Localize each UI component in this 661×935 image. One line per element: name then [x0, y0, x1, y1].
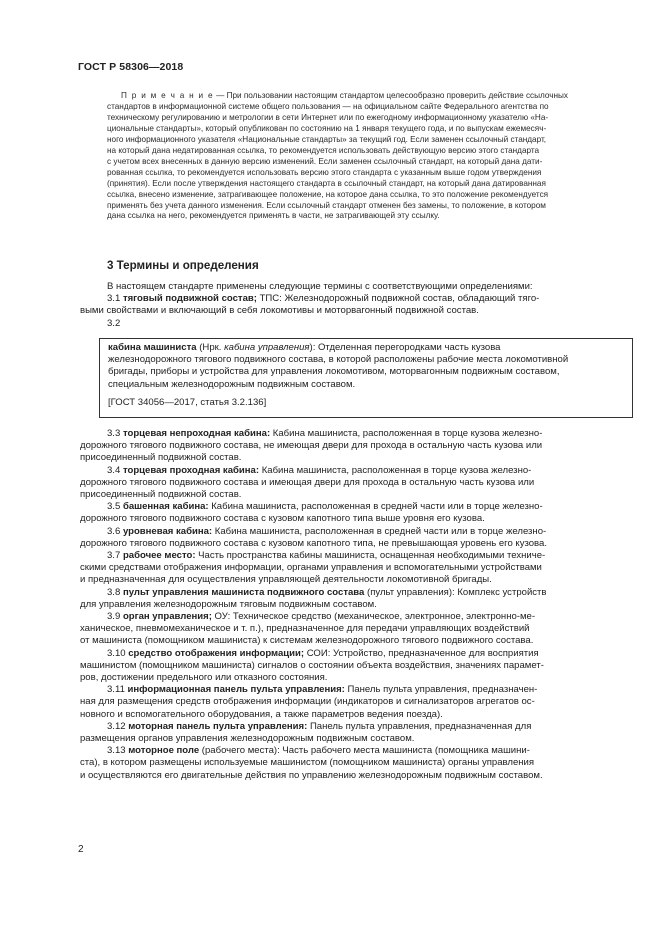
term-continuation: новного и вспомогательного оборудования, а также параметров ведения поезда).	[80, 708, 443, 720]
term-entry	[107, 465, 595, 477]
term-continuation: скими средствами отображения информации, органами управления и вспомогательными устройствами	[80, 562, 542, 574]
term-name: торцевая проходная кабина:	[122, 464, 260, 476]
note-line: ссылка, внесено изменение, затрагивающее положение, на которое дана ссылка, то это положение рекомендуется	[107, 189, 549, 199]
note-line: ного информационного указателя «Национальные стандарты» за текущий год. Если заменен ссылочный стандарт,	[107, 134, 547, 144]
term-name: тяговый подвижной состав;	[122, 293, 257, 305]
term-continuation: ров, достижении предельного или отказного состояния.	[80, 672, 328, 684]
page-number: 2	[78, 844, 84, 855]
box-line: железнодорожного тягового подвижного состава, в которой расположены рабочие места локомотивной	[108, 354, 569, 366]
term-number: 3.1	[107, 293, 123, 305]
box-term: кабина машиниста	[108, 342, 197, 353]
term-3-2-number: 3.2	[107, 317, 121, 329]
term-continuation: для управления железнодорожным тяговым подвижным составом.	[80, 598, 377, 610]
term-continuation: и предназначенная для осуществления управляющей деятельности локомотивной бригады.	[80, 574, 492, 586]
note-line: стандартов в информационной системе общего пользования — на официальном сайте Федерального агентства по	[107, 101, 549, 111]
term-entry	[107, 501, 595, 513]
term-name: пульт управления машиниста подвижного состава	[122, 586, 365, 598]
term-entry	[107, 611, 595, 623]
term-continuation: размещения органов управления железнодорожным подвижным составом.	[80, 733, 415, 745]
term-definition: (пульт управления): Комплекс устройств	[364, 586, 547, 598]
box-abbr: кабина управления	[224, 342, 310, 353]
box-line	[108, 342, 626, 354]
section-intro-block	[80, 281, 595, 330]
term-number: 3.9	[107, 611, 123, 623]
term-number: 3.8	[107, 586, 123, 598]
terms-list	[80, 428, 595, 782]
note-line: техническому регулированию и метрологии в сети Интернет или по ежегодному информационному указателю «На-	[107, 112, 549, 122]
term-entry	[107, 526, 595, 538]
definition-box	[99, 338, 633, 418]
section-title: 3 Термины и определения	[107, 259, 259, 272]
note-line: дана ссылка на него, рекомендуется применять в части, не затрагивающей эту ссылку.	[107, 211, 440, 221]
term-entry	[107, 684, 595, 696]
note-line: применять без учета данного изменения. Если ссылочный стандарт отменен без замены, то положение, в котором	[107, 200, 546, 210]
term-entry	[107, 587, 595, 599]
term-definition: Кабина машиниста, расположенная в средней части или в торце железно-	[212, 525, 547, 537]
term-continuation: от машиниста (помощником машиниста) к системам железнодорожного тягового подвижного состава.	[80, 635, 534, 647]
term-name: информационная панель пульта управления:	[127, 684, 345, 696]
term-definition: Часть пространства кабины машиниста, оснащенная необходимыми техниче-	[195, 550, 546, 562]
term-definition: Панель пульта управления, предназначенная для	[307, 720, 532, 732]
term-entry	[107, 550, 595, 562]
term-3-1	[107, 293, 595, 305]
term-number: 3.7	[107, 550, 123, 562]
term-continuation: присоединенный подвижной состав.	[80, 452, 242, 464]
term-definition: Кабина машиниста, расположенная в средней части или в торце железно-	[208, 501, 543, 513]
term-entry	[107, 745, 595, 757]
term-number: 3.13	[107, 745, 129, 757]
term-number: 3.3	[107, 428, 123, 439]
note-line: с учетом всех внесенных в данную версию изменений. Если заменен ссылочный стандарт, на который дана дати-	[107, 156, 543, 166]
term-definition: (рабочего места): Часть рабочего места машиниста (помощника машини-	[199, 745, 530, 757]
term-continuation: ханическое, пневмомеханическое и т. п.), предназначенное для передачи управляющих воздействий	[80, 623, 530, 635]
box-line: специальным железнодорожным подвижным составом.	[108, 378, 356, 390]
term-definition: Кабина машиниста, расположенная в торце кузова железно-	[259, 464, 532, 476]
term-name: рабочее место:	[122, 550, 196, 562]
note-label: П р и м е ч а н и е	[121, 91, 214, 100]
term-name: моторное поле	[128, 745, 200, 757]
term-definition: Панель пульта управления, предназначен-	[344, 684, 538, 696]
term-number: 3.10	[107, 647, 129, 659]
note-block	[107, 91, 594, 222]
section-intro: В настоящем стандарте применены следующие термины с соответствующими определениями:	[107, 281, 533, 292]
term-continuation: ная для размещения средств отображения информации (индикаторов и сигнализаторов агрегатов ос-	[80, 696, 535, 708]
term-number: 3.11	[107, 684, 128, 696]
note-line: на который дана недатированная ссылка, то рекомендуется использовать действующую версию этого стандарта	[107, 145, 540, 155]
term-name: орган управления;	[122, 611, 212, 623]
box-line: бригады, приборы и устройства для управления локомотивом, моторвагонным подвижным составом,	[108, 366, 560, 378]
term-number: 3.6	[107, 525, 123, 537]
term-definition: ОУ: Техническое средство (механическое, электронное, электронно-ме-	[211, 611, 536, 623]
term-definition: СОИ: Устройство, предназначенное для восприятия	[304, 647, 539, 659]
term-continuation: дорожного тягового подвижного состава с кузовом капотного типа выше уровня его кузова.	[80, 513, 485, 525]
term-entry	[107, 428, 595, 440]
box-abbr-open: (Нрк.	[196, 342, 225, 353]
note-line: (принятия). Если после утверждения настоящего стандарта в ссылочный стандарт, на который дана датированная	[107, 178, 546, 188]
term-definition: ТПС: Железнодорожный подвижной состав, обладающий тяго-	[256, 293, 540, 305]
box-source: [ГОСТ 34056—2017, статья 3.2.136]	[108, 396, 267, 408]
note-line: рованная ссылка, то рекомендуется использовать версию этого стандарта с указанным выше годом утверждения	[107, 167, 542, 177]
term-name: уровневая кабина:	[122, 525, 213, 537]
term-continuation: и осуществляются его двигательные действия по управлению железнодорожным подвижным составом.	[80, 769, 543, 781]
term-name: башенная кабина:	[122, 501, 209, 513]
standard-header: ГОСТ Р 58306—2018	[78, 61, 184, 73]
term-number: 3.5	[107, 501, 123, 513]
term-name: торцевая непроходная кабина:	[122, 428, 271, 439]
term-entry	[107, 721, 595, 733]
term-continuation: выми свойствами и включающий в себя локомотивы и моторвагонный подвижной состав.	[80, 305, 479, 317]
term-definition: Кабина машиниста, расположенная в торце кузова железно-	[270, 428, 543, 439]
term-continuation: присоединенный подвижной состав.	[80, 489, 242, 501]
term-name: моторная панель пульта управления:	[128, 720, 308, 732]
note-text: — При пользовании настоящим стандартом целесообразно проверить действие ссылочных	[213, 91, 569, 100]
term-number: 3.4	[107, 464, 123, 476]
term-name: средство отображения информации;	[128, 647, 305, 659]
note-line: циональные стандарты», который опубликован по состоянию на 1 января текущего года, и по выпускам ежемесяч-	[107, 123, 547, 133]
note-line	[107, 91, 594, 102]
term-entry	[107, 648, 595, 660]
term-continuation: дорожного тягового подвижного состава с кузовом капотного типа, не превышающая уровень его кузова.	[80, 537, 547, 549]
term-continuation: машинистом (помощником машиниста) сигналов о состоянии объекта воздействия, значениях парамет-	[80, 659, 544, 671]
term-number: 3.12	[107, 720, 129, 732]
box-definition: ): Отделенная перегородками часть кузова	[309, 342, 501, 353]
term-continuation: дорожного тягового подвижного состава и имеющая двери для прохода в остальную часть кузова или	[80, 476, 535, 488]
term-continuation: дорожного тягового подвижного состава, не имеющая двери для прохода в остальную часть кузова или	[80, 440, 543, 452]
term-continuation: ста), в котором размещены используемые машинистом (помощником машиниста) органы управления	[80, 757, 535, 769]
